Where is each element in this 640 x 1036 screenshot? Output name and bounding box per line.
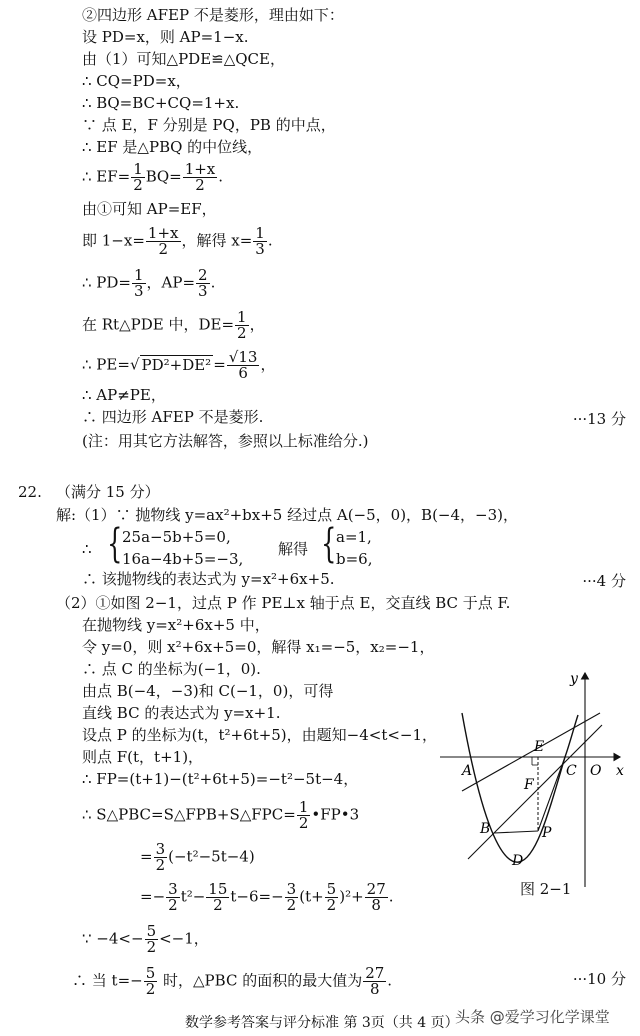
- text: =−: [140, 887, 166, 906]
- solution-line: ∴ 该抛物线的表达式为 y=x²+6x+5.: [82, 570, 335, 588]
- fraction: [196, 268, 210, 299]
- question-number: 22.: [18, 483, 42, 501]
- text: ，AP=: [146, 273, 196, 292]
- text: •FP•3: [311, 805, 360, 824]
- radicand: PD²+DE²: [141, 355, 212, 374]
- text: ∴ PE=: [82, 355, 130, 374]
- proof-line: 设 PD=x，则 AP=1−x.: [82, 28, 249, 46]
- numerator: 27: [366, 880, 386, 898]
- proof-line-de: [82, 310, 265, 341]
- fraction: [132, 268, 146, 299]
- therefore-symbol: ∴: [82, 540, 92, 558]
- label-d: D: [512, 853, 524, 869]
- denominator: 8: [369, 980, 380, 998]
- denominator: 2: [168, 896, 178, 914]
- proof-line: ②四边形 AFEP 不是菱形，理由如下：: [82, 6, 344, 24]
- proof-line: ∴ AP≠PE，: [82, 386, 166, 404]
- label-f: F: [524, 777, 534, 793]
- fraction: [154, 842, 168, 873]
- numerator: 5: [145, 964, 156, 982]
- proof-line: ∵ 点 E，F 分别是 PQ，PB 的中点，: [82, 116, 336, 134]
- solution-line: ∴ FP=(t+1)−(t²+6t+5)=−t²−5t−4，: [82, 770, 359, 788]
- proof-line-ef: [82, 162, 223, 193]
- denominator: 2: [298, 814, 309, 832]
- proof-line: 由①可知 AP=EF，: [82, 200, 217, 218]
- text: .: [388, 887, 394, 906]
- parabola-figure: [440, 665, 630, 890]
- area-line: [140, 882, 394, 913]
- denominator: 2: [195, 176, 205, 194]
- fraction: [235, 310, 249, 341]
- label-o: O: [590, 763, 602, 779]
- denominator: 2: [146, 938, 157, 956]
- left-brace-icon: {: [321, 521, 337, 567]
- text: )²+: [339, 887, 364, 906]
- fraction: [166, 882, 180, 913]
- area-line: [140, 842, 255, 873]
- fraction: [183, 162, 218, 193]
- denominator: 8: [371, 896, 381, 914]
- text: ∴ PD=: [82, 273, 131, 292]
- numerator: 5: [146, 922, 157, 940]
- text: 在 Rt△PDE 中，DE=: [82, 315, 235, 334]
- denominator: 2: [155, 856, 166, 874]
- text: (t+: [299, 887, 324, 906]
- denominator: 2: [237, 324, 247, 342]
- denominator: 2: [158, 240, 168, 258]
- denominator: 2: [133, 176, 143, 194]
- text: ∴ 当 t=−: [72, 971, 143, 990]
- numerator: 1: [298, 798, 309, 816]
- solution-line: 由点 B(−4，−3)和 C(−1，0)，可得: [82, 682, 334, 700]
- numerator: 1: [237, 308, 247, 326]
- label-c: C: [566, 763, 577, 779]
- text: 时，△PBC 的面积的最大值为: [158, 971, 363, 990]
- solution-line: （2）①如图 2−1，过点 P 作 PE⊥x 轴于点 E，交直线 BC 于点 F.: [56, 594, 511, 612]
- solution-line: 令 y=0，则 x²+6x+5=0，解得 x₁=−5，x₂=−1，: [82, 638, 435, 656]
- score-mark: ···10 分: [572, 970, 626, 988]
- denominator: 3: [134, 282, 144, 300]
- text: <−1，: [159, 929, 209, 948]
- label-b: B: [480, 821, 491, 837]
- solution-line: 设点 P 的坐标为(t，t²+6t+5)，由题知−4<t<−1，: [82, 726, 438, 744]
- solution-line: 直线 BC 的表达式为 y=x+1.: [82, 704, 281, 722]
- text: .: [210, 273, 216, 292]
- left-brace-icon: {: [107, 521, 123, 567]
- segment-bp: [494, 831, 538, 833]
- numerator: 1: [134, 266, 144, 284]
- text: ∴ S△PBC=S△FPB+S△FPC=: [82, 805, 296, 824]
- proof-line-pd: [82, 268, 215, 299]
- proof-line-pe: [82, 350, 275, 381]
- denominator: 2: [286, 896, 297, 914]
- label-y: y: [570, 671, 578, 687]
- solution-line: ∴ 点 C 的坐标为(−1，0).: [82, 660, 261, 678]
- label-x: x: [616, 763, 624, 779]
- text: .: [387, 971, 393, 990]
- fraction: [363, 966, 386, 997]
- denominator: 2: [213, 896, 223, 914]
- denominator: 2: [326, 896, 337, 914]
- equation: 16a−4b+5=−3,: [122, 550, 244, 568]
- text: ∴ EF=: [82, 167, 131, 186]
- label-e: E: [534, 739, 545, 755]
- label-a: A: [462, 763, 473, 779]
- text: =: [213, 355, 226, 374]
- numerator: 3: [155, 840, 166, 858]
- conclusion-line: [72, 966, 392, 997]
- proof-line-solve: [82, 226, 273, 257]
- denominator: 3: [198, 282, 208, 300]
- text: t−6=−: [230, 887, 284, 906]
- fraction: [297, 800, 311, 831]
- numerator: 2: [198, 266, 208, 284]
- text: ，解得 x=: [181, 231, 253, 250]
- page-footer: 数学参考答案与评分标准 第 3页（共 4 页）: [185, 1015, 459, 1031]
- numerator: 1: [133, 160, 143, 178]
- numerator: 5: [326, 880, 337, 898]
- text: ∵ −4<−: [82, 929, 144, 948]
- equation: 25a−5b+5=0,: [122, 528, 231, 546]
- solution-line: 则点 F(t，t+1)，: [82, 748, 204, 766]
- text: .: [267, 231, 273, 250]
- equation: a=1,: [336, 528, 372, 546]
- inequality-line: [82, 924, 209, 955]
- proof-line: ∴ CQ=PD=x，: [82, 72, 191, 90]
- text: 即 1−x=: [82, 231, 145, 250]
- proof-line: ∴ 四边形 AFEP 不是菱形.: [82, 408, 264, 426]
- proof-line: ∴ EF 是△PBQ 的中位线，: [82, 138, 263, 156]
- text: BQ=: [145, 167, 182, 186]
- equation: b=6,: [336, 550, 373, 568]
- watermark: 头条 @爱学习化学课堂: [455, 1008, 610, 1026]
- numerator: 27: [365, 964, 385, 982]
- question-score: （满分 15 分）: [56, 483, 160, 501]
- fraction: [227, 350, 260, 381]
- text: =: [140, 847, 153, 866]
- fraction: [253, 226, 267, 257]
- numerator: 1+x: [184, 160, 216, 178]
- proof-line: ∴ BQ=BC+CQ=1+x.: [82, 94, 240, 112]
- fraction: [144, 966, 158, 997]
- text: t²−: [180, 887, 206, 906]
- score-mark: ···4 分: [582, 572, 626, 590]
- text: ，: [260, 355, 276, 374]
- fraction: [365, 882, 388, 913]
- solution-line: 解:（1）∵ 抛物线 y=ax²+bx+5 经过点 A(−5，0)，B(−4，−3)，: [56, 506, 519, 524]
- solve-label: 解得: [278, 540, 309, 558]
- fraction: [285, 882, 299, 913]
- text: (−t²−5t−4): [168, 847, 255, 866]
- fraction: [131, 162, 145, 193]
- sqrt-icon: √: [129, 355, 140, 374]
- solution-line: 在抛物线 y=x²+6x+5 中，: [82, 616, 270, 634]
- denominator: 3: [255, 240, 265, 258]
- segment-pc: [538, 757, 565, 831]
- numerator: 3: [286, 880, 297, 898]
- numerator: 15: [208, 880, 228, 898]
- grading-note: (注：用其它方法解答，参照以上标准给分.): [82, 432, 369, 450]
- figure-caption: 图 2−1: [520, 880, 572, 898]
- numerator: 1: [255, 224, 265, 242]
- numerator: 1+x: [147, 224, 179, 242]
- denominator: 6: [238, 364, 248, 382]
- label-p: P: [542, 825, 552, 841]
- proof-line: 由（1）可知△PDE≌△QCE，: [82, 50, 285, 68]
- denominator: 2: [145, 980, 156, 998]
- fraction: [325, 882, 339, 913]
- fraction: [145, 924, 159, 955]
- numerator: 3: [168, 880, 178, 898]
- fraction: [206, 882, 229, 913]
- text: .: [218, 167, 224, 186]
- text: ，: [249, 315, 265, 334]
- fraction: [146, 226, 181, 257]
- numerator: √13: [228, 348, 258, 366]
- area-line: [82, 800, 359, 831]
- score-mark: ···13 分: [572, 410, 626, 428]
